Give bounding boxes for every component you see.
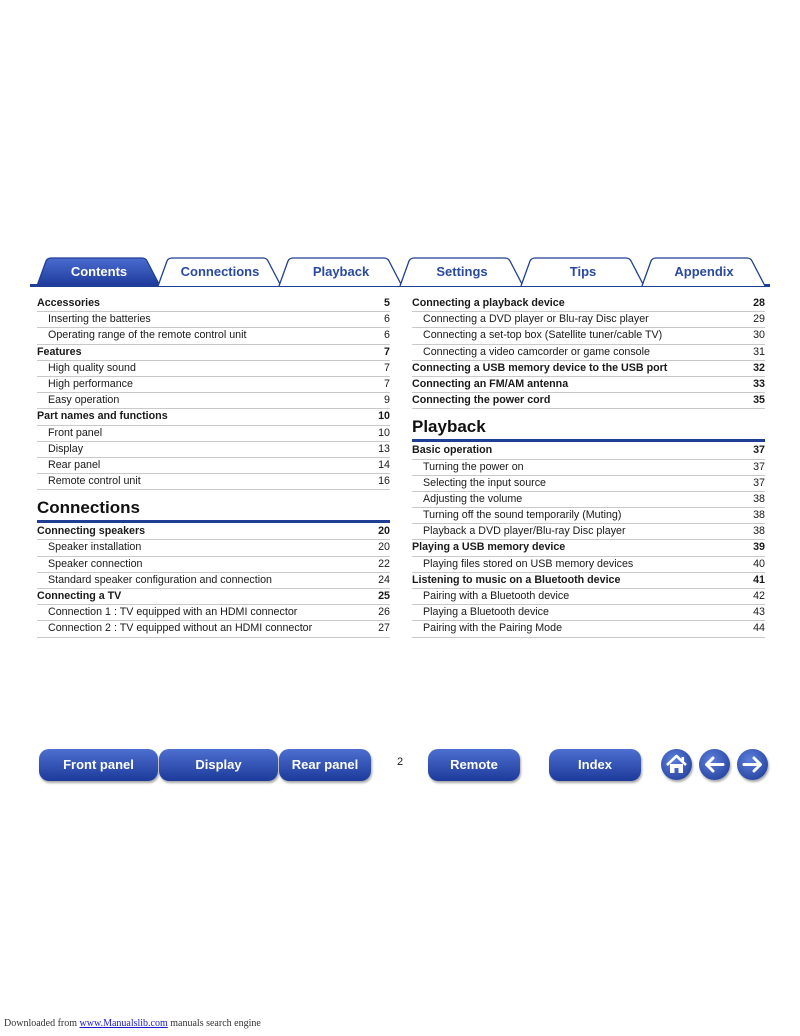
toc-entry-title: Basic operation [412,444,493,457]
toc-entry-title: Rear panel [48,458,101,471]
toc-entry-page: 20 [378,541,390,554]
toc-entry[interactable] [412,605,765,621]
toc-entry[interactable] [37,296,390,312]
toc-entry-page: 24 [378,573,390,586]
toc-entry[interactable] [412,393,765,409]
toc-entry-title: Pairing with a Bluetooth device [423,590,570,602]
toc-entry[interactable] [37,426,390,442]
toc-entry-page: 42 [753,590,765,602]
toc-entry-title: Connection 2 : TV equipped without an HDMI connector [48,622,313,635]
toc-entry-page: 33 [753,377,765,390]
toc-entry-title: Selecting the input source [423,476,546,489]
toc-entry-title: Standard speaker configuration and connection [48,573,272,586]
toc-entry[interactable] [412,540,765,556]
toc-entry-page: 7 [384,345,390,358]
toc-entry-page: 40 [753,557,765,570]
toc-entry[interactable] [412,443,765,459]
toc-entry[interactable] [412,573,765,589]
manualslib-link[interactable]: www.Manualslib.com [79,1018,168,1029]
toc-entry-page: 35 [753,394,765,407]
toc-entry-title: Playing a Bluetooth device [423,606,549,619]
toc-entry[interactable] [37,605,390,621]
toc-entry-page: 16 [378,475,390,488]
toc-entry-page: 38 [753,509,765,522]
section-title-connections: Connections [37,496,390,523]
toc-entry-page: 10 [378,410,390,423]
toc-entry-title: High performance [48,377,133,390]
toc-entry[interactable] [37,312,390,328]
toc-entry-title: Accessories [37,297,100,309]
toc-entry[interactable] [37,573,390,589]
toc-entry-title: Remote control unit [48,475,141,488]
toc-entry-title: Playback a DVD player/Blu-ray Disc player [423,525,626,538]
toc-entry-page: 30 [753,329,765,342]
tab-label: Connections [180,264,260,279]
toc-entry-title: Speaker installation [48,541,142,554]
toc-entry-page: 41 [753,573,765,586]
toc-entry[interactable] [412,377,765,393]
toc-entry[interactable] [412,492,765,508]
toc-entry[interactable] [37,328,390,344]
toc-entry[interactable] [412,621,765,637]
tab-tips[interactable] [520,257,646,286]
toc-group [412,443,765,637]
toc-entry[interactable] [412,328,765,344]
index-button[interactable]: Index [549,749,641,781]
toc-entry-page: 22 [378,557,390,570]
toc-entry[interactable] [412,508,765,524]
footer-suffix: manuals search engine [167,1018,261,1029]
toc-entry[interactable] [37,442,390,458]
toc-entry-title: Playing files stored on USB memory devices [423,557,634,570]
toc-entry-title: Adjusting the volume [423,492,523,505]
toc-entry-title: Listening to music on a Bluetooth device [412,573,621,586]
toc-entry-title: Connecting a TV [37,590,122,602]
toc-entry-title: Inserting the batteries [48,313,151,326]
toc-entry[interactable] [412,460,765,476]
toc-entry-title: Easy operation [48,394,120,407]
toc-entry[interactable] [37,361,390,377]
toc-entry[interactable] [37,524,390,540]
arrow-left-icon[interactable] [699,749,730,780]
toc-entry-title: Front panel [48,426,103,439]
toc-entry-title: Connecting a USB memory device to the USB port [412,361,668,374]
toc-entry-page: 38 [753,492,765,505]
toc-entry-title: Playing a USB memory device [412,541,566,554]
page-number: 2 [396,756,404,768]
toc-entry[interactable] [37,474,390,490]
tab-bar [30,255,770,287]
toc-left-column [37,296,390,638]
toc-entry-page: 37 [753,460,765,473]
toc-entry-page: 20 [378,525,390,538]
tab-settings[interactable] [399,257,525,286]
tab-connections[interactable] [157,257,283,286]
toc-entry-title: Part names and functions [37,410,168,423]
toc-entry[interactable] [37,345,390,361]
toc-entry-title: Speaker connection [48,557,143,570]
toc-entry-page: 7 [384,377,390,390]
toc-entry-page: 27 [378,622,390,635]
toc-entry[interactable] [412,361,765,377]
toc-entry-page: 6 [384,329,390,342]
toc-entry[interactable] [412,589,765,605]
tab-label: Contents [70,264,128,279]
toc-entry-page: 38 [753,525,765,538]
section-title-playback: Playback [412,415,765,442]
toc-entry-page: 25 [378,590,390,602]
tab-label: Settings [436,264,488,279]
toc-entry-page: 44 [753,622,765,635]
toc-entry-page: 37 [753,476,765,489]
toc-entry[interactable] [412,476,765,492]
rear-panel-button[interactable]: Rear panel [279,749,371,781]
footer-credit [4,1018,261,1029]
toc-entry-title: High quality sound [48,361,136,374]
toc-entry[interactable] [412,524,765,540]
toc-entry-title: Connecting a set-top box (Satellite tuner/cable TV) [423,329,663,342]
tab-appendix[interactable] [641,257,767,286]
toc-entry[interactable] [37,409,390,425]
toc-entry-title: Connecting a DVD player or Blu-ray Disc player [423,313,649,326]
home-icon[interactable] [661,749,692,780]
toc-entry-title: Display [48,442,84,455]
display-button[interactable]: Display [159,749,278,781]
toc-entry-page: 13 [378,442,390,455]
toc-entry-title: Connecting the power cord [412,394,551,407]
toc-entry[interactable] [37,589,390,605]
toc-entry-title: Features [37,345,82,358]
toc-entry[interactable] [37,621,390,637]
toc-entry-title: Connecting speakers [37,525,146,538]
toc-entry-title: Connecting a video camcorder or game console [423,345,650,358]
toc-entry-title: Connecting a playback device [412,297,565,309]
toc-group [37,296,390,490]
toc-entry-page: 29 [753,313,765,326]
tab-label: Playback [312,264,370,279]
toc-entry-title: Operating range of the remote control unit [48,329,247,342]
toc-entry-page: 6 [384,313,390,326]
tab-playback[interactable] [278,257,404,286]
toc-entry-title: Pairing with the Pairing Mode [423,622,563,635]
tab-label: Tips [569,264,597,279]
toc-group [37,524,390,637]
toc-entry-title: Connecting an FM/AM antenna [412,377,569,390]
remote-button[interactable]: Remote [428,749,520,781]
toc-entry[interactable] [37,393,390,409]
toc-entry-page: 37 [753,444,765,457]
toc-group [412,296,765,409]
toc-entry-title: Connection 1 : TV equipped with an HDMI connector [48,606,298,619]
toc-entry-page: 31 [753,345,765,358]
footer-prefix: Downloaded from [4,1018,80,1029]
toc-entry-page: 14 [378,458,390,471]
toc-entry[interactable] [412,312,765,328]
toc-entry[interactable] [37,540,390,556]
arrow-right-icon[interactable] [737,749,768,780]
toc-entry[interactable] [412,296,765,312]
toc-entry[interactable] [412,345,765,361]
toc-entry-page: 43 [753,606,765,619]
toc-entry-page: 5 [384,297,390,309]
toc-entry[interactable] [37,557,390,573]
toc-entry-page: 26 [378,606,390,619]
toc-entry-page: 9 [384,394,390,407]
toc-entry-title: Turning the power on [423,460,524,473]
toc-right-column [412,296,765,638]
toc-entry-page: 7 [384,361,390,374]
tab-contents[interactable] [36,257,162,286]
toc-entry-page: 39 [753,541,765,554]
toc-entry[interactable] [37,377,390,393]
toc-entry[interactable] [412,557,765,573]
toc-entry-page: 10 [378,426,390,439]
toc-entry[interactable] [37,458,390,474]
tab-label: Appendix [674,264,734,279]
front-panel-button[interactable]: Front panel [39,749,158,781]
toc-entry-title: Turning off the sound temporarily (Muting) [423,509,622,522]
toc-entry-page: 28 [753,297,765,309]
toc-entry-page: 32 [753,361,765,374]
